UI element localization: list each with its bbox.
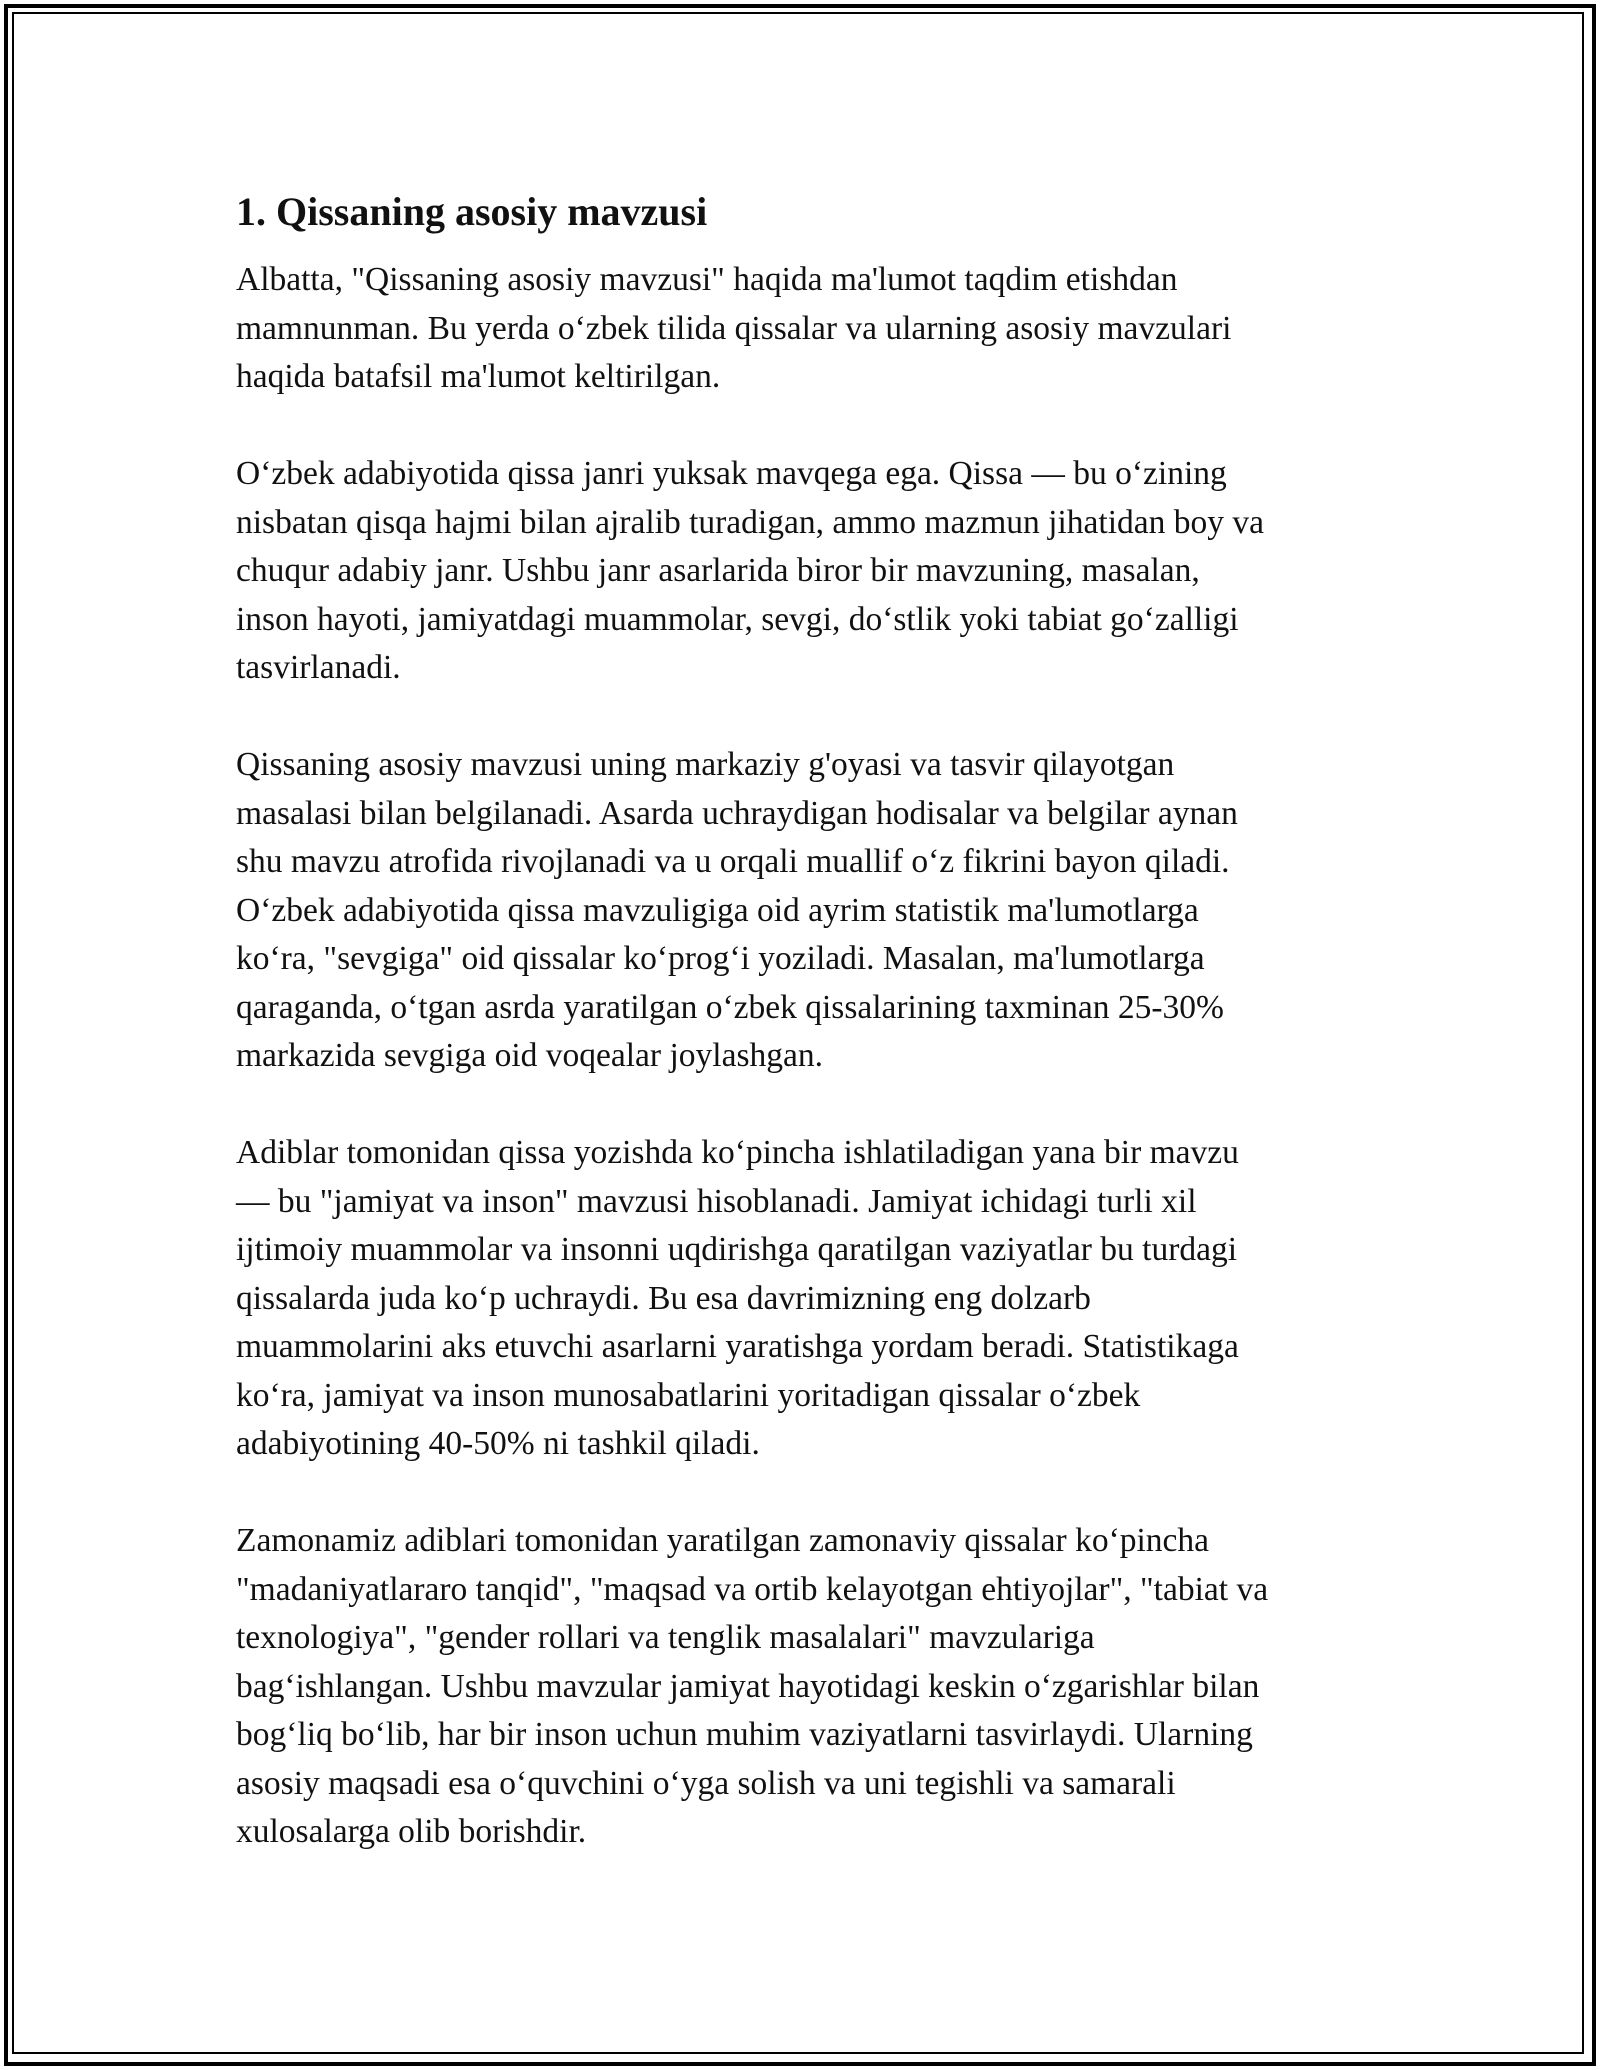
paragraph-2: [236, 450, 1376, 693]
section-title: 1. Qissaning asosiy mavzusi: [236, 189, 708, 234]
paragraph-line: masalasi bilan belgilanadi. Asarda uchraydigan hodisalar va belgilar aynan: [236, 794, 1238, 832]
paragraph-line: texnologiya", "gender rollari va tenglik masalalari" mavzulariga: [236, 1619, 1095, 1656]
document-page: [236, 186, 1376, 1905]
paragraph-line: qaraganda, o‘tgan asrda yaratilgan o‘zbek qissalarining taxminan 25-30%: [236, 988, 1224, 1026]
paragraph-line: ko‘ra, "sevgiga" oid qissalar ko‘prog‘i yoziladi. Masalan, ma'lumotlarga: [236, 940, 1205, 977]
paragraph-line: ko‘ra, jamiyat va inson munosabatlarini yoritadigan qissalar o‘zbek: [236, 1376, 1141, 1414]
paragraph-line: asosiy maqsadi esa o‘quvchini o‘yga solish va uni tegishli va samarali: [236, 1764, 1176, 1802]
paragraph-line: tasvirlanadi.: [236, 649, 401, 686]
paragraph-line: — bu "jamiyat va inson" mavzusi hisoblanadi. Jamiyat ichidagi turli xil: [236, 1182, 1197, 1220]
paragraph-line: O‘zbek adabiyotida qissa janri yuksak mavqega ega. Qissa — bu o‘zining: [236, 455, 1227, 492]
paragraph-line: markazida sevgiga oid voqealar joylashgan.: [236, 1037, 823, 1074]
paragraph-line: nisbatan qisqa hajmi bilan ajralib turadigan, ammo mazmun jihatidan boy va: [236, 503, 1264, 541]
paragraph-5: [236, 1517, 1376, 1857]
paragraph-line: Adiblar tomonidan qissa yozishda ko‘pincha ishlatiladigan yana bir mavzu: [236, 1134, 1239, 1171]
paragraph-line: haqida batafsil ma'lumot keltirilgan.: [236, 358, 721, 395]
paragraph-4: [236, 1129, 1376, 1469]
paragraph-line: O‘zbek adabiyotida qissa mavzuligiga oid ayrim statistik ma'lumotlarga: [236, 891, 1199, 929]
paragraph-line: chuqur adabiy janr. Ushbu janr asarlarida biror bir mavzuning, masalan,: [236, 552, 1200, 589]
paragraph-line: qissalarda juda ko‘p uchraydi. Bu esa davrimizning eng dolzarb: [236, 1279, 1091, 1317]
paragraph-line: Qissaning asosiy mavzusi uning markaziy g'oyasi va tasvir qilayotgan: [236, 746, 1175, 783]
paragraph-line: Albatta, "Qissaning asosiy mavzusi" haqida ma'lumot taqdim etishdan: [236, 261, 1178, 298]
paragraph-line: inson hayoti, jamiyatdagi muammolar, sevgi, do‘stlik yoki tabiat go‘zalligi: [236, 600, 1239, 638]
paragraph-line: shu mavzu atrofida rivojlanadi va u orqali muallif o‘z fikrini bayon qiladi.: [236, 843, 1230, 880]
paragraph-line: muammolarini aks etuvchi asarlarni yaratishga yordam beradi. Statistikaga: [236, 1328, 1239, 1365]
paragraph-line: Zamonamiz adiblari tomonidan yaratilgan zamonaviy qissalar ko‘pincha: [236, 1522, 1210, 1559]
paragraph-line: bog‘liq bo‘lib, har bir inson uchun muhim vaziyatlarni tasvirlaydi. Ularning: [236, 1716, 1253, 1753]
paragraph-3: [236, 741, 1376, 1081]
paragraph-line: mamnunman. Bu yerda o‘zbek tilida qissalar va ularning asosiy mavzulari: [236, 309, 1232, 347]
paragraph-1: [236, 256, 1376, 402]
paragraph-line: xulosalarga olib borishdir.: [236, 1813, 587, 1850]
paragraph-line: "madaniyatlararo tanqid", "maqsad va ortib kelayotgan ehtiyojlar", "tabiat va: [236, 1570, 1269, 1608]
paragraph-line: bag‘ishlangan. Ushbu mavzular jamiyat hayotidagi keskin o‘zgarishlar bilan: [236, 1667, 1260, 1705]
paragraph-line: ijtimoiy muammolar va insonni uqdirishga qaratilgan vaziyatlar bu turdagi: [236, 1231, 1238, 1268]
paragraph-line: adabiyotining 40-50% ni tashkil qiladi.: [236, 1425, 760, 1462]
